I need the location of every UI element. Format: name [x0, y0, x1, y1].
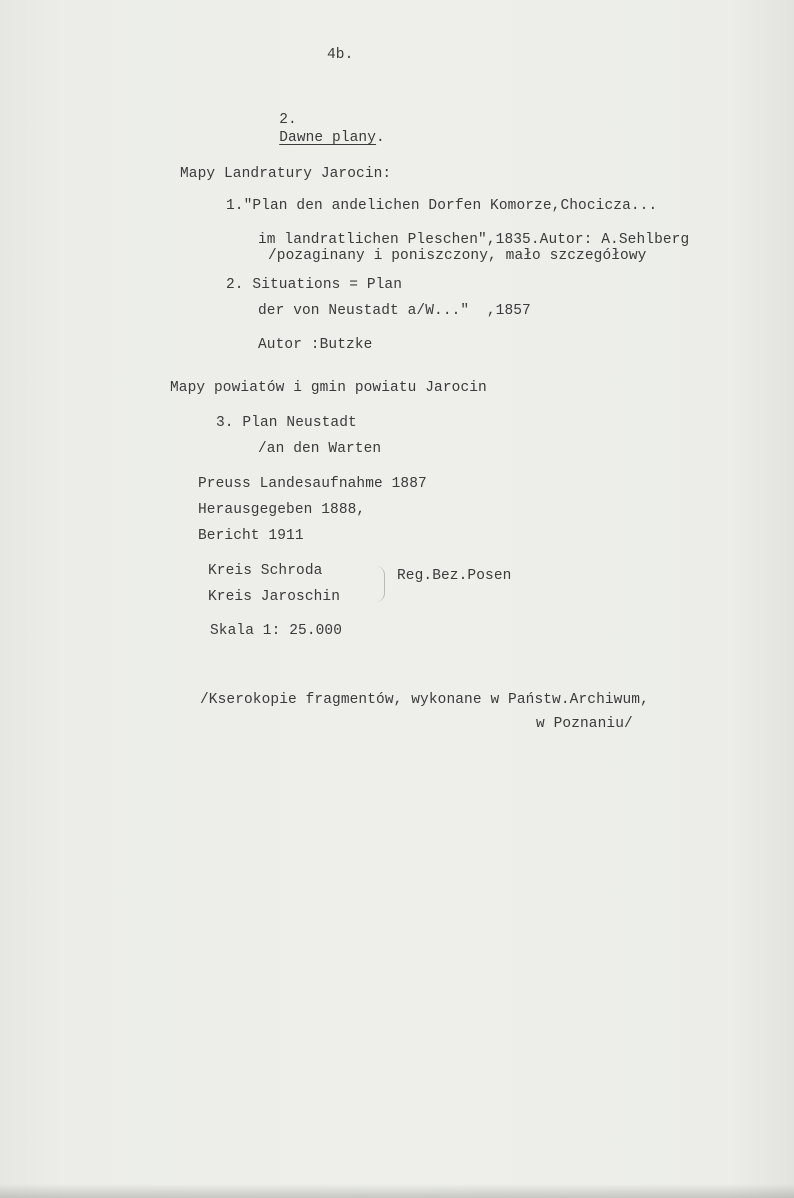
section-title: Dawne plany: [279, 130, 377, 146]
item3-line1: 3. Plan Neustadt: [216, 415, 357, 431]
scale-label: Skala 1: 25.000: [210, 623, 343, 639]
item1-line3: /pozaginany i poniszczony, mało szczegółowy: [268, 248, 647, 264]
note-line1: /Kserokopie fragmentów, wykonane w Państw.Archiwum,: [200, 692, 649, 708]
details-line2: Herausgegeben 1888,: [198, 502, 366, 518]
item2-line1: 2. Situations = Plan: [226, 277, 403, 293]
kreis-jaroschin: Kreis Jaroschin: [208, 589, 341, 605]
item1-line1: 1."Plan den andelichen Dorfen Komorze,Chocicza...: [226, 198, 658, 214]
details-line3: Bericht 1911: [198, 528, 304, 544]
item3-line2: /an den Warten: [258, 441, 382, 457]
kreis-schroda: Kreis Schroda: [208, 563, 323, 579]
section-title-period: .: [376, 130, 385, 146]
section-heading: [244, 93, 385, 165]
region-label: Reg.Bez.Posen: [397, 568, 512, 584]
grouping-brace: [376, 566, 385, 602]
group1-heading: Mapy Landratury Jarocin:: [180, 166, 392, 182]
details-line1: Preuss Landesaufnahme 1887: [198, 476, 427, 492]
section-number: 2.: [279, 112, 297, 128]
page-number: 4b.: [327, 47, 354, 63]
group2-heading: Mapy powiatów i gmin powiatu Jarocin: [170, 380, 487, 396]
item1-line2: im landratlichen Pleschen",1835.Autor: A.Sehlberg: [258, 232, 690, 248]
item2-line2: der von Neustadt a/W..." ,1857: [258, 303, 531, 319]
note-line2: w Poznaniu/: [536, 716, 633, 732]
item2-line3: Autor :Butzke: [258, 337, 373, 353]
